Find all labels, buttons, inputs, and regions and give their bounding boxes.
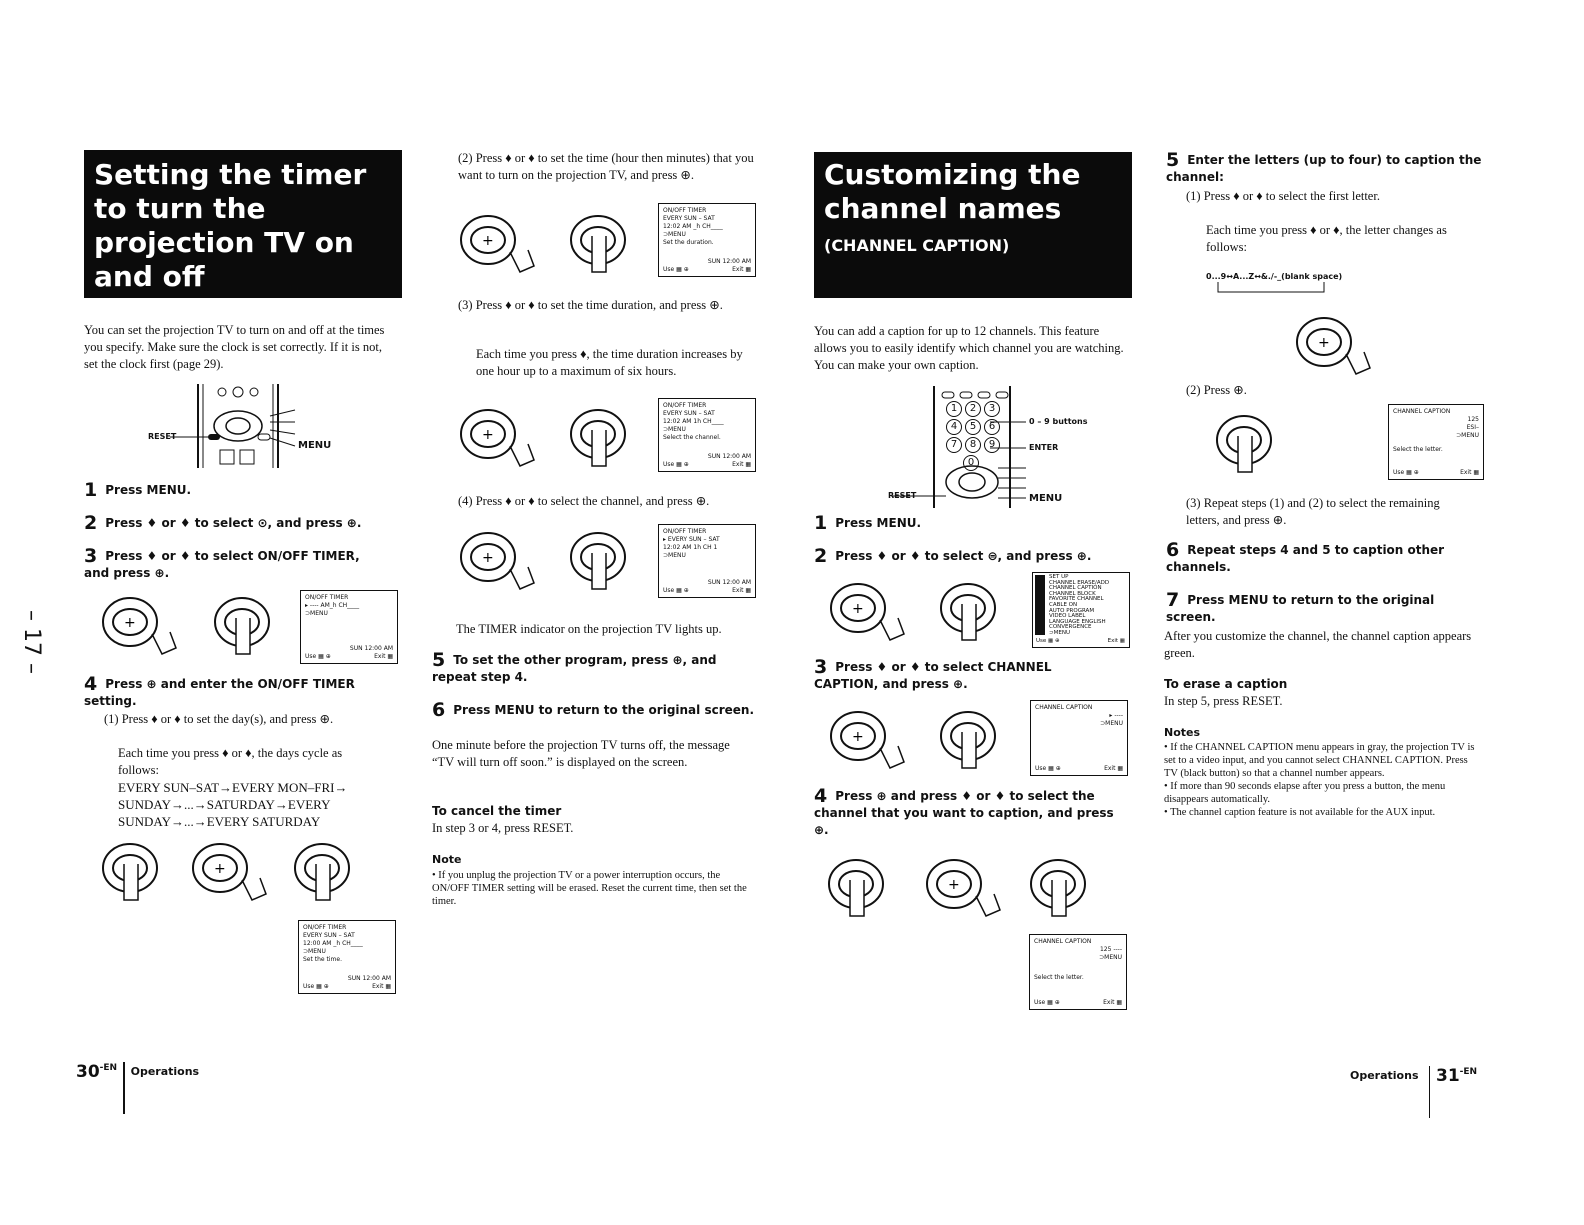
reset-label: RESET (888, 491, 917, 500)
tv-screen: CHANNEL CAPTION 125 ---- ⊃MENU Select the letter. Use ▦ ⊕ Exit ▦ (1029, 934, 1127, 1010)
menu-icon-strip (1035, 575, 1045, 635)
note-text: • If you unplug the projection TV or a power interruption occurs, the ON/OFF TIMER setting will be erased. Reset the current time, then set the timer. (432, 870, 747, 907)
keypad (946, 401, 1000, 471)
step-6: 6 Press MENU to return to the original screen. (432, 699, 755, 721)
sub-step-3: (3) Repeat steps (1) and (2) to select the remaining letters, and press ⊕. (1186, 496, 1440, 527)
note-item: • The channel caption feature is not available for the AUX input. (1164, 807, 1436, 818)
buttons-label: 0 – 9 buttons (1029, 417, 1088, 426)
step-5: 5 Enter the letters (up to four) to caption the channel: (1166, 149, 1482, 184)
step-2: 2 Press ♦ or ♦ to select ⊜, and press ⊕. (814, 545, 1092, 567)
section-title-box (84, 150, 402, 323)
step-4-cycle-intro: Each time you press ♦ or ♦, the days cycle as follows: (118, 746, 343, 777)
remote-button-press-icon (1212, 410, 1282, 482)
remote-button-press-icon (458, 404, 638, 476)
enter-label: ENTER (1029, 443, 1059, 452)
page-suffix: -EN (99, 1063, 118, 1073)
keypad-key: 4 (946, 419, 962, 435)
step-1: 1 Press MENU. (84, 479, 192, 501)
remote-button-press-icon (826, 854, 1096, 926)
sub-step-4: (4) Press ♦ or ♦ to select the channel, and press ⊕. (458, 494, 710, 508)
cancel-heading: To cancel the timer (432, 804, 562, 818)
keypad-key: 0 (963, 455, 979, 471)
svg-text:+: + (214, 861, 226, 877)
notes-heading: Notes (1164, 726, 1201, 739)
erase-heading: To erase a caption (1164, 677, 1288, 691)
footer-right (1350, 1066, 1477, 1118)
step-4-cycle: EVERY SUN–SAT→EVERY MON–FRI→ SUNDAY→...→SATURDAY→EVERY SUNDAY→...→EVERY SATURDAY (118, 780, 348, 829)
sub-step-3-detail: Each time you press ♦, the time duration increases by one hour up to a maximum of six hours. (476, 347, 743, 378)
sub-step-2: (2) Press ⊕. (1186, 383, 1247, 397)
keypad-key: 2 (965, 401, 981, 417)
remote-button-press-icon (210, 592, 280, 664)
footer-section: Operations (130, 1065, 200, 1078)
step-4: 4 Press ⊕ and enter the ON/OFF TIMER setting. (84, 673, 355, 708)
step-4-sub-1: (1) Press ♦ or ♦ to set the day(s), and press ⊕. (104, 712, 334, 726)
tv-screen: ON/OFF TIMER ▸ ---- AM_h CH____ ⊃MENU SUN 12:00 AM Use ▦ ⊕ Exit ▦ (300, 590, 398, 664)
keypad-key: 1 (946, 401, 962, 417)
sub-step-1-detail: Each time you press ♦ or ♦, the letter changes as follows: (1206, 223, 1447, 254)
tv-screen: CHANNEL CAPTION 125 ESI– ⊃MENU Select the letter. Use ▦ ⊕ Exit ▦ (1388, 404, 1484, 480)
tv-screen: CHANNEL CAPTION ▸ ---- ⊃MENU Use ▦ ⊕ Exit ▦ (1030, 700, 1128, 776)
note-item: • If more than 90 seconds elapse after you press a button, the menu disappears automatically. (1164, 781, 1446, 805)
note-heading: Note (432, 853, 462, 866)
keypad-key: 6 (984, 419, 1000, 435)
section-subtitle: (ON/OFF TIMER) (94, 304, 239, 323)
notes-list (1164, 741, 1480, 819)
tv-screen: ON/OFF TIMER EVERY SUN – SAT 12:02 AM 1h CH____ ⊃MENU Select the channel. SUN 12:00 AM Use ▦ ⊕ Exit ▦ (658, 398, 756, 472)
after-customize-text: After you customize the channel, the channel caption appears green. (1164, 629, 1472, 660)
note-item: • If the CHANNEL CAPTION menu appears in gray, the projection TV is set to a video input, and you cannot select CHANNEL CAPTION. Press TV (black button) so that a channel number appears. (1164, 742, 1475, 779)
section-title: Customizing the channel names (824, 158, 1081, 225)
side-page-number: – 17 – (19, 610, 44, 674)
intro-paragraph: You can set the projection TV to turn on and off at the times you specify. Make sure the clock is set correctly. If it is not, set the clock first (page 29). (84, 323, 385, 371)
remote-button-press-icon (1294, 312, 1394, 384)
step-6: 6 Repeat steps 4 and 5 to caption other channels. (1166, 539, 1445, 574)
svg-text:+: + (124, 615, 136, 631)
remote-button-press-icon (828, 706, 1008, 778)
page-number: 31 (1436, 1066, 1460, 1086)
step-7: 7 Press MENU to return to the original screen. (1166, 589, 1435, 624)
timer-indicator-text: The TIMER indicator on the projection TV lights up. (456, 622, 722, 636)
remote-diagram (150, 380, 340, 470)
remote-button-press-icon (458, 527, 638, 599)
keypad-key: 5 (965, 419, 981, 435)
minute-note: One minute before the projection TV turns off, the message “TV will turn off soon.” is displayed on the screen. (432, 738, 730, 769)
step-1: 1 Press MENU. (814, 512, 922, 534)
keypad-key: 7 (946, 437, 962, 453)
footer-divider (1429, 1066, 1431, 1118)
tv-screen: ON/OFF TIMER EVERY SUN – SAT 12:02 AM _h CH____ ⊃MENU Set the duration. SUN 12:00 AM Use ▦ ⊕ Exit ▦ (658, 203, 756, 277)
menu-label: MENU (298, 440, 332, 451)
remote-button-press-icon (828, 578, 1008, 650)
keypad-key: 9 (984, 437, 1000, 453)
step-3: 3 Press ♦ or ♦ to select CHANNEL CAPTION, and press ⊕. (814, 656, 1052, 691)
step-5: 5 To set the other program, press ⊕, and repeat step 4. (432, 649, 717, 684)
section-title: Setting the timer to turn the projection TV on and off (94, 158, 367, 293)
sequence-loop-arrow (1214, 282, 1330, 296)
remote-button-press-icon (458, 210, 638, 282)
keypad-key: 8 (965, 437, 981, 453)
footer-left (76, 1062, 199, 1114)
tv-screen: ON/OFF TIMER ▸ EVERY SUN – SAT 12:02 AM 1h CH 1 ⊃MENU SUN 12:00 AM Use ▦ ⊕ Exit ▦ (658, 524, 756, 598)
sub-step-1: (1) Press ♦ or ♦ to select the first letter. (1186, 189, 1380, 203)
remote-button-press-icon (100, 592, 190, 664)
svg-text:+: + (852, 601, 864, 617)
page-suffix: -EN (1459, 1067, 1478, 1077)
remote-button-press-icon (100, 838, 400, 910)
tv-screen: ON/OFF TIMER EVERY SUN – SAT 12:00 AM _h CH____ ⊃MENU Set the time. SUN 12:00 AM Use ▦ ⊕ Exit ▦ (298, 920, 396, 994)
footer-section: Operations (1350, 1069, 1419, 1082)
svg-text:+: + (482, 550, 494, 566)
cancel-text: In step 3 or 4, press RESET. (432, 821, 574, 835)
step-2: 2 Press ♦ or ♦ to select ⊙, and press ⊕. (84, 512, 362, 534)
sub-step-2: (2) Press ♦ or ♦ to set the time (hour then minutes) that you want to turn on the projection TV, and press ⊕. (458, 151, 754, 182)
svg-text:+: + (482, 427, 494, 443)
sub-step-3: (3) Press ♦ or ♦ to set the time duration, and press ⊕. (458, 298, 723, 312)
svg-text:+: + (482, 233, 494, 249)
page-number: 30 (76, 1062, 100, 1082)
step-3: 3 Press ♦ or ♦ to select ON/OFF TIMER, and press ⊕. (84, 545, 360, 580)
erase-text: In step 5, press RESET. (1164, 694, 1283, 708)
svg-text:+: + (1318, 335, 1330, 351)
keypad-key: 3 (984, 401, 1000, 417)
reset-label: RESET (148, 432, 177, 441)
section-title-box (814, 152, 1132, 298)
step-4: 4 Press ⊕ and press ♦ or ♦ to select the channel that you want to caption, and press ⊕. (814, 785, 1114, 837)
tv-menu-screen: SET UP CHANNEL ERASE/ADD CHANNEL CAPTION CHANNEL BLOCK FAVORITE CHANNEL CABLE ON AUTO PROGRAM VIDEO LABEL LANGUAGE ENGLISH CONVERGENCE ⊃MENU Use ▦ ⊕ Exit ▦ (1032, 572, 1130, 648)
letter-sequence: 0...9↔A...Z↔&./-_(blank space) (1206, 272, 1343, 281)
intro-paragraph: You can add a caption for up to 12 channels. This feature allows you to easily identify which channel you are watching. You can make your own caption. (814, 324, 1124, 372)
menu-label: MENU (1029, 493, 1063, 504)
svg-text:+: + (852, 729, 864, 745)
svg-text:+: + (948, 877, 960, 893)
section-subtitle: (CHANNEL CAPTION) (824, 236, 1010, 255)
footer-divider (123, 1062, 125, 1114)
